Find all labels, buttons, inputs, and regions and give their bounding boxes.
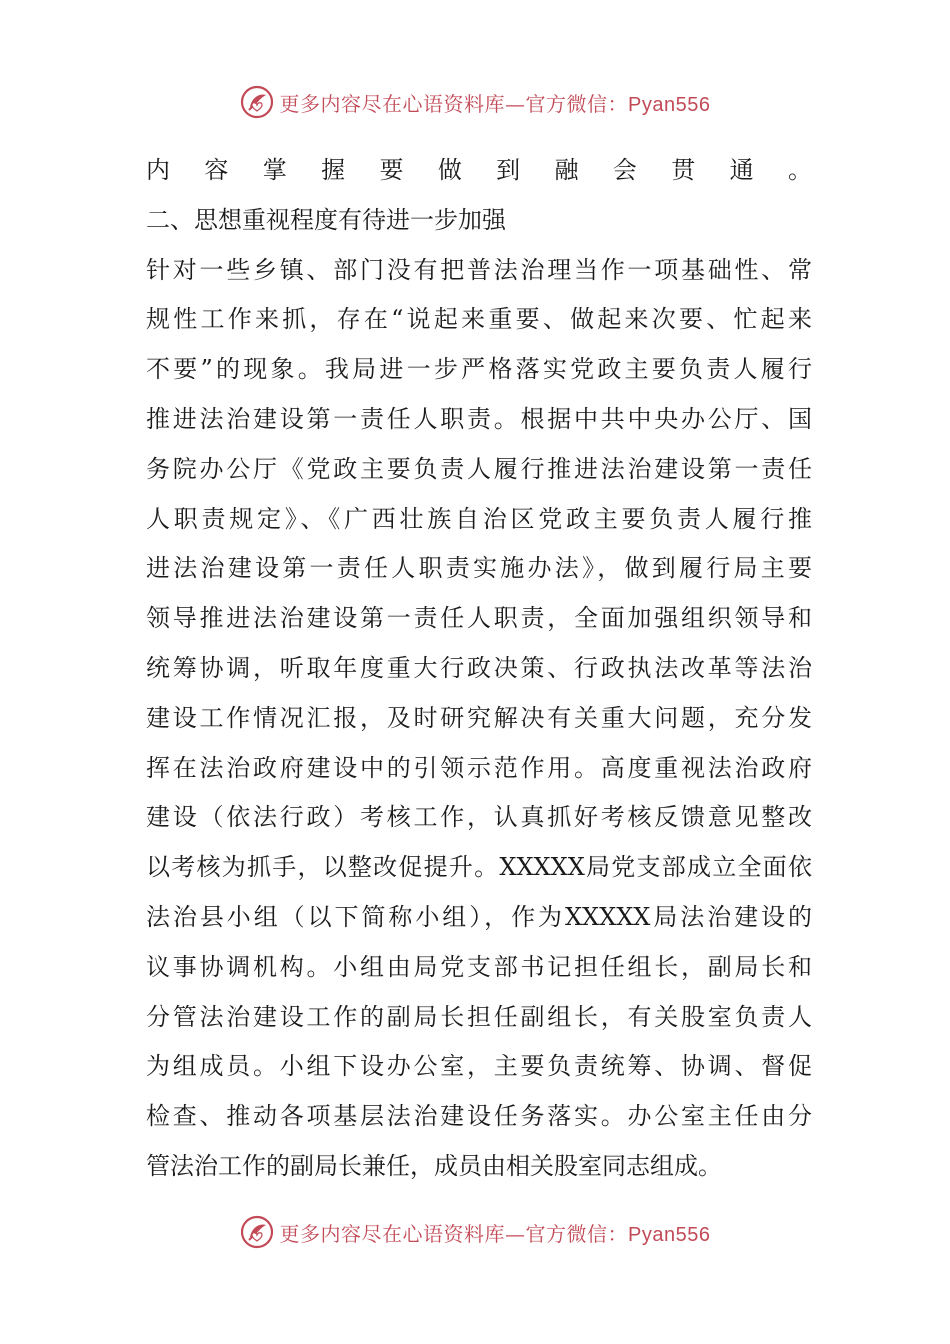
body-line: 挥在法治政府建设中的引领示范作用。高度重视法治政府 <box>146 753 812 782</box>
banner-main-text: 更多内容尽在心语资料库 <box>279 91 506 116</box>
pen-heart-logo-icon <box>240 85 274 119</box>
body-line: 内容掌握要做到融会贯通。 <box>146 156 812 184</box>
body-line: 检查、推动各项基层法治建设任务落实。办公室主任由分 <box>146 1102 812 1131</box>
body-line: 务院办公厅《党政主要负责人履行推进法治建设第一责任 <box>146 454 812 483</box>
footer-banner <box>0 1212 950 1252</box>
pen-heart-logo-icon <box>240 1215 274 1249</box>
header-banner <box>0 82 950 122</box>
banner-wechat-id: Pyan556 <box>628 1223 711 1246</box>
body-line: 分管法治建设工作的副局长担任副组长，有关股室负责人 <box>146 1002 812 1031</box>
body-line: 以考核为抓手，以整改促提升。XXXXX局党支部成立全面依 <box>146 853 812 882</box>
document-body <box>146 146 812 1192</box>
body-line: 领导推进法治建设第一责任人职责，全面加强组织领导和 <box>146 604 812 633</box>
body-line: 议事协调机构。小组由局党支部书记担任组长，副局长和 <box>146 952 812 981</box>
body-line: 推进法治建设第一责任人职责。根据中共中央办公厅、国 <box>146 404 812 433</box>
body-line: 进法治建设第一责任人职责实施办法》，做到履行局主要 <box>146 554 812 583</box>
banner-wechat-label: 官方微信： <box>525 91 629 116</box>
banner-main-text: 更多内容尽在心语资料库 <box>279 1221 506 1246</box>
body-line: 建设（依法行政）考核工作，认真抓好考核反馈意见整改 <box>146 803 812 832</box>
banner-wechat-label: 官方微信： <box>525 1221 629 1246</box>
body-line: 法治县小组（以下简称小组），作为XXXXX局法治建设的 <box>146 902 812 931</box>
banner-separator: — <box>505 91 526 116</box>
banner-text <box>280 88 711 117</box>
body-line: 建设工作情况汇报，及时研究解决有关重大问题，充分发 <box>146 703 812 732</box>
body-line: 为组成员。小组下设办公室，主要负责统筹、协调、督促 <box>146 1052 812 1081</box>
body-line: 人职责规定》、《广西壮族自治区党政主要负责人履行推 <box>146 504 812 533</box>
body-line: 针对一些乡镇、部门没有把普法治理当作一项基础性、常 <box>146 255 812 284</box>
body-line: 规性工作来抓，存在“说起来重要、做起来次要、忙起来 <box>146 305 812 334</box>
body-line: 管法治工作的副局长兼任，成员由相关股室同志组成。 <box>146 1151 722 1180</box>
banner-separator: — <box>505 1221 526 1246</box>
banner-wechat-id: Pyan556 <box>628 93 711 116</box>
section-heading: 二、思想重视程度有待进一步加强 <box>146 205 506 234</box>
banner-text <box>280 1218 711 1247</box>
body-line: 统筹协调，听取年度重大行政决策、行政执法改革等法治 <box>146 653 812 682</box>
body-line: 不要”的现象。我局进一步严格落实党政主要负责人履行 <box>146 355 812 384</box>
